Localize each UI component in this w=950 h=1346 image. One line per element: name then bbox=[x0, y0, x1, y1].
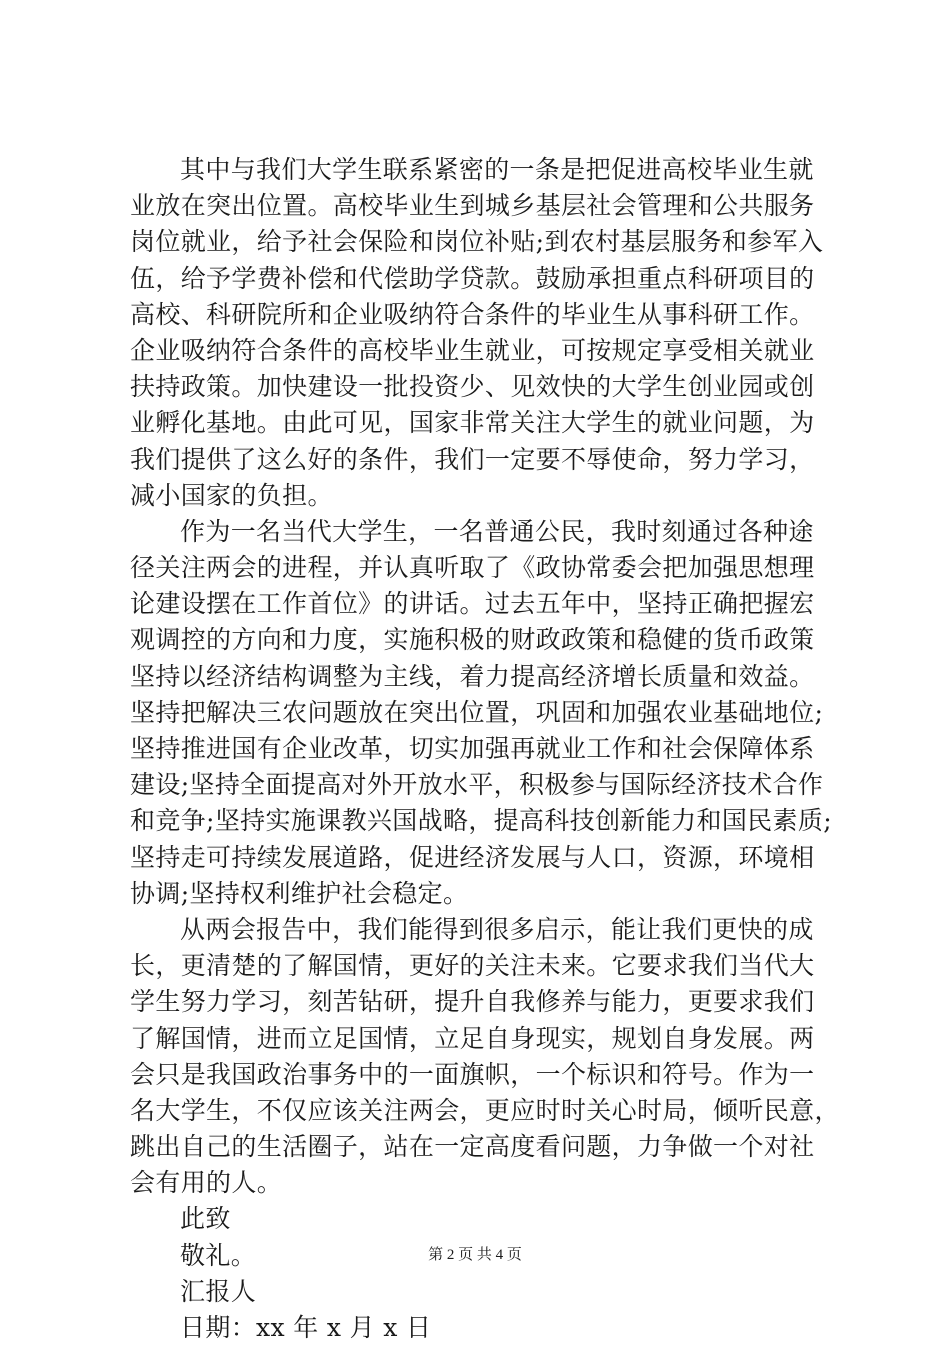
text-line: 岗位就业，给予社会保险和岗位补贴;到农村基层服务和参军入 bbox=[130, 227, 824, 257]
text-line: 坚持把解决三农问题放在突出位置，巩固和加强农业基础地位; bbox=[130, 697, 824, 727]
document-body bbox=[130, 152, 840, 1346]
text-line: 坚持推进国有企业改革，切实加强再就业工作和社会保障体系 bbox=[130, 734, 815, 763]
text-line: 业放在突出位置。高校毕业生到城乡基层社会管理和公共服务 bbox=[130, 191, 815, 221]
text-line: 敬礼。 bbox=[180, 1240, 257, 1270]
text-line: 高校、科研院所和企业吸纳符合条件的毕业生从事科研工作。 bbox=[130, 299, 815, 329]
text-line: 跳出自己的生活圈子，站在一定高度看问题，力争做一个对社 bbox=[130, 1132, 815, 1162]
text-line: 协调;坚持权利维护社会稳定。 bbox=[130, 878, 469, 908]
text-line: 会有用的人。 bbox=[130, 1168, 283, 1198]
text-line: 观调控的方向和力度，实施积极的财政政策和稳健的货币政策 bbox=[130, 625, 815, 655]
text-line: 业孵化基地。由此可见，国家非常关注大学生的就业问题，为 bbox=[130, 408, 815, 438]
text-line: 论建设摆在工作首位》的讲话。过去五年中，坚持正确把握宏 bbox=[130, 589, 815, 619]
text-line: 坚持走可持续发展道路，促进经济发展与人口，资源，环境相 bbox=[130, 842, 815, 872]
text-line: 伍，给予学费补偿和代偿助学贷款。鼓励承担重点科研项目的 bbox=[130, 263, 815, 293]
text-line: 名大学生，不仅应该关注两会，更应时时关心时局，倾听民意， bbox=[130, 1095, 840, 1125]
text-line: 和竞争;坚持实施课教兴国战略，提高科技创新能力和国民素质; bbox=[130, 806, 832, 836]
text-line: 此致 bbox=[180, 1204, 231, 1234]
text-line: 会只是我国政治事务中的一面旗帜，一个标识和符号。作为一 bbox=[130, 1059, 815, 1089]
text-line: 坚持以经济结构调整为主线，着力提高经济增长质量和效益。 bbox=[130, 661, 815, 691]
text-line: 汇报人 bbox=[180, 1276, 257, 1306]
text-line: 了解国情，进而立足国情，立足自身现实，规划自身发展。两 bbox=[130, 1023, 815, 1053]
text-line: 其中与我们大学生联系紧密的一条是把促进高校毕业生就 bbox=[180, 155, 814, 184]
text-line: 长，更清楚的了解国情，更好的关注未来。它要求我们当代大 bbox=[130, 951, 815, 981]
text-line: 从两会报告中，我们能得到很多启示，能让我们更快的成 bbox=[180, 914, 814, 944]
text-line: 日期：xx 年 x 月 x 日 bbox=[180, 1313, 432, 1342]
text-line: 减小国家的负担。 bbox=[130, 480, 333, 510]
page-footer: 第 2 页 共 4 页 bbox=[428, 1247, 522, 1263]
text-line: 径关注两会的进程，并认真听取了《政协常委会把加强思想理 bbox=[130, 553, 815, 583]
text-line: 我们提供了这么好的条件，我们一定要不辱使命，努力学习， bbox=[130, 444, 815, 474]
text-line: 作为一名当代大学生，一名普通公民，我时刻通过各种途 bbox=[180, 516, 814, 546]
text-line: 扶持政策。加快建设一批投资少、见效快的大学生创业园或创 bbox=[130, 372, 815, 402]
text-line: 学生努力学习，刻苦钻研，提升自我修养与能力，更要求我们 bbox=[130, 987, 815, 1017]
text-line: 建设;坚持全面提高对外开放水平，积极参与国际经济技术合作 bbox=[130, 770, 824, 800]
text-line: 企业吸纳符合条件的高校毕业生就业，可按规定享受相关就业 bbox=[130, 335, 815, 365]
